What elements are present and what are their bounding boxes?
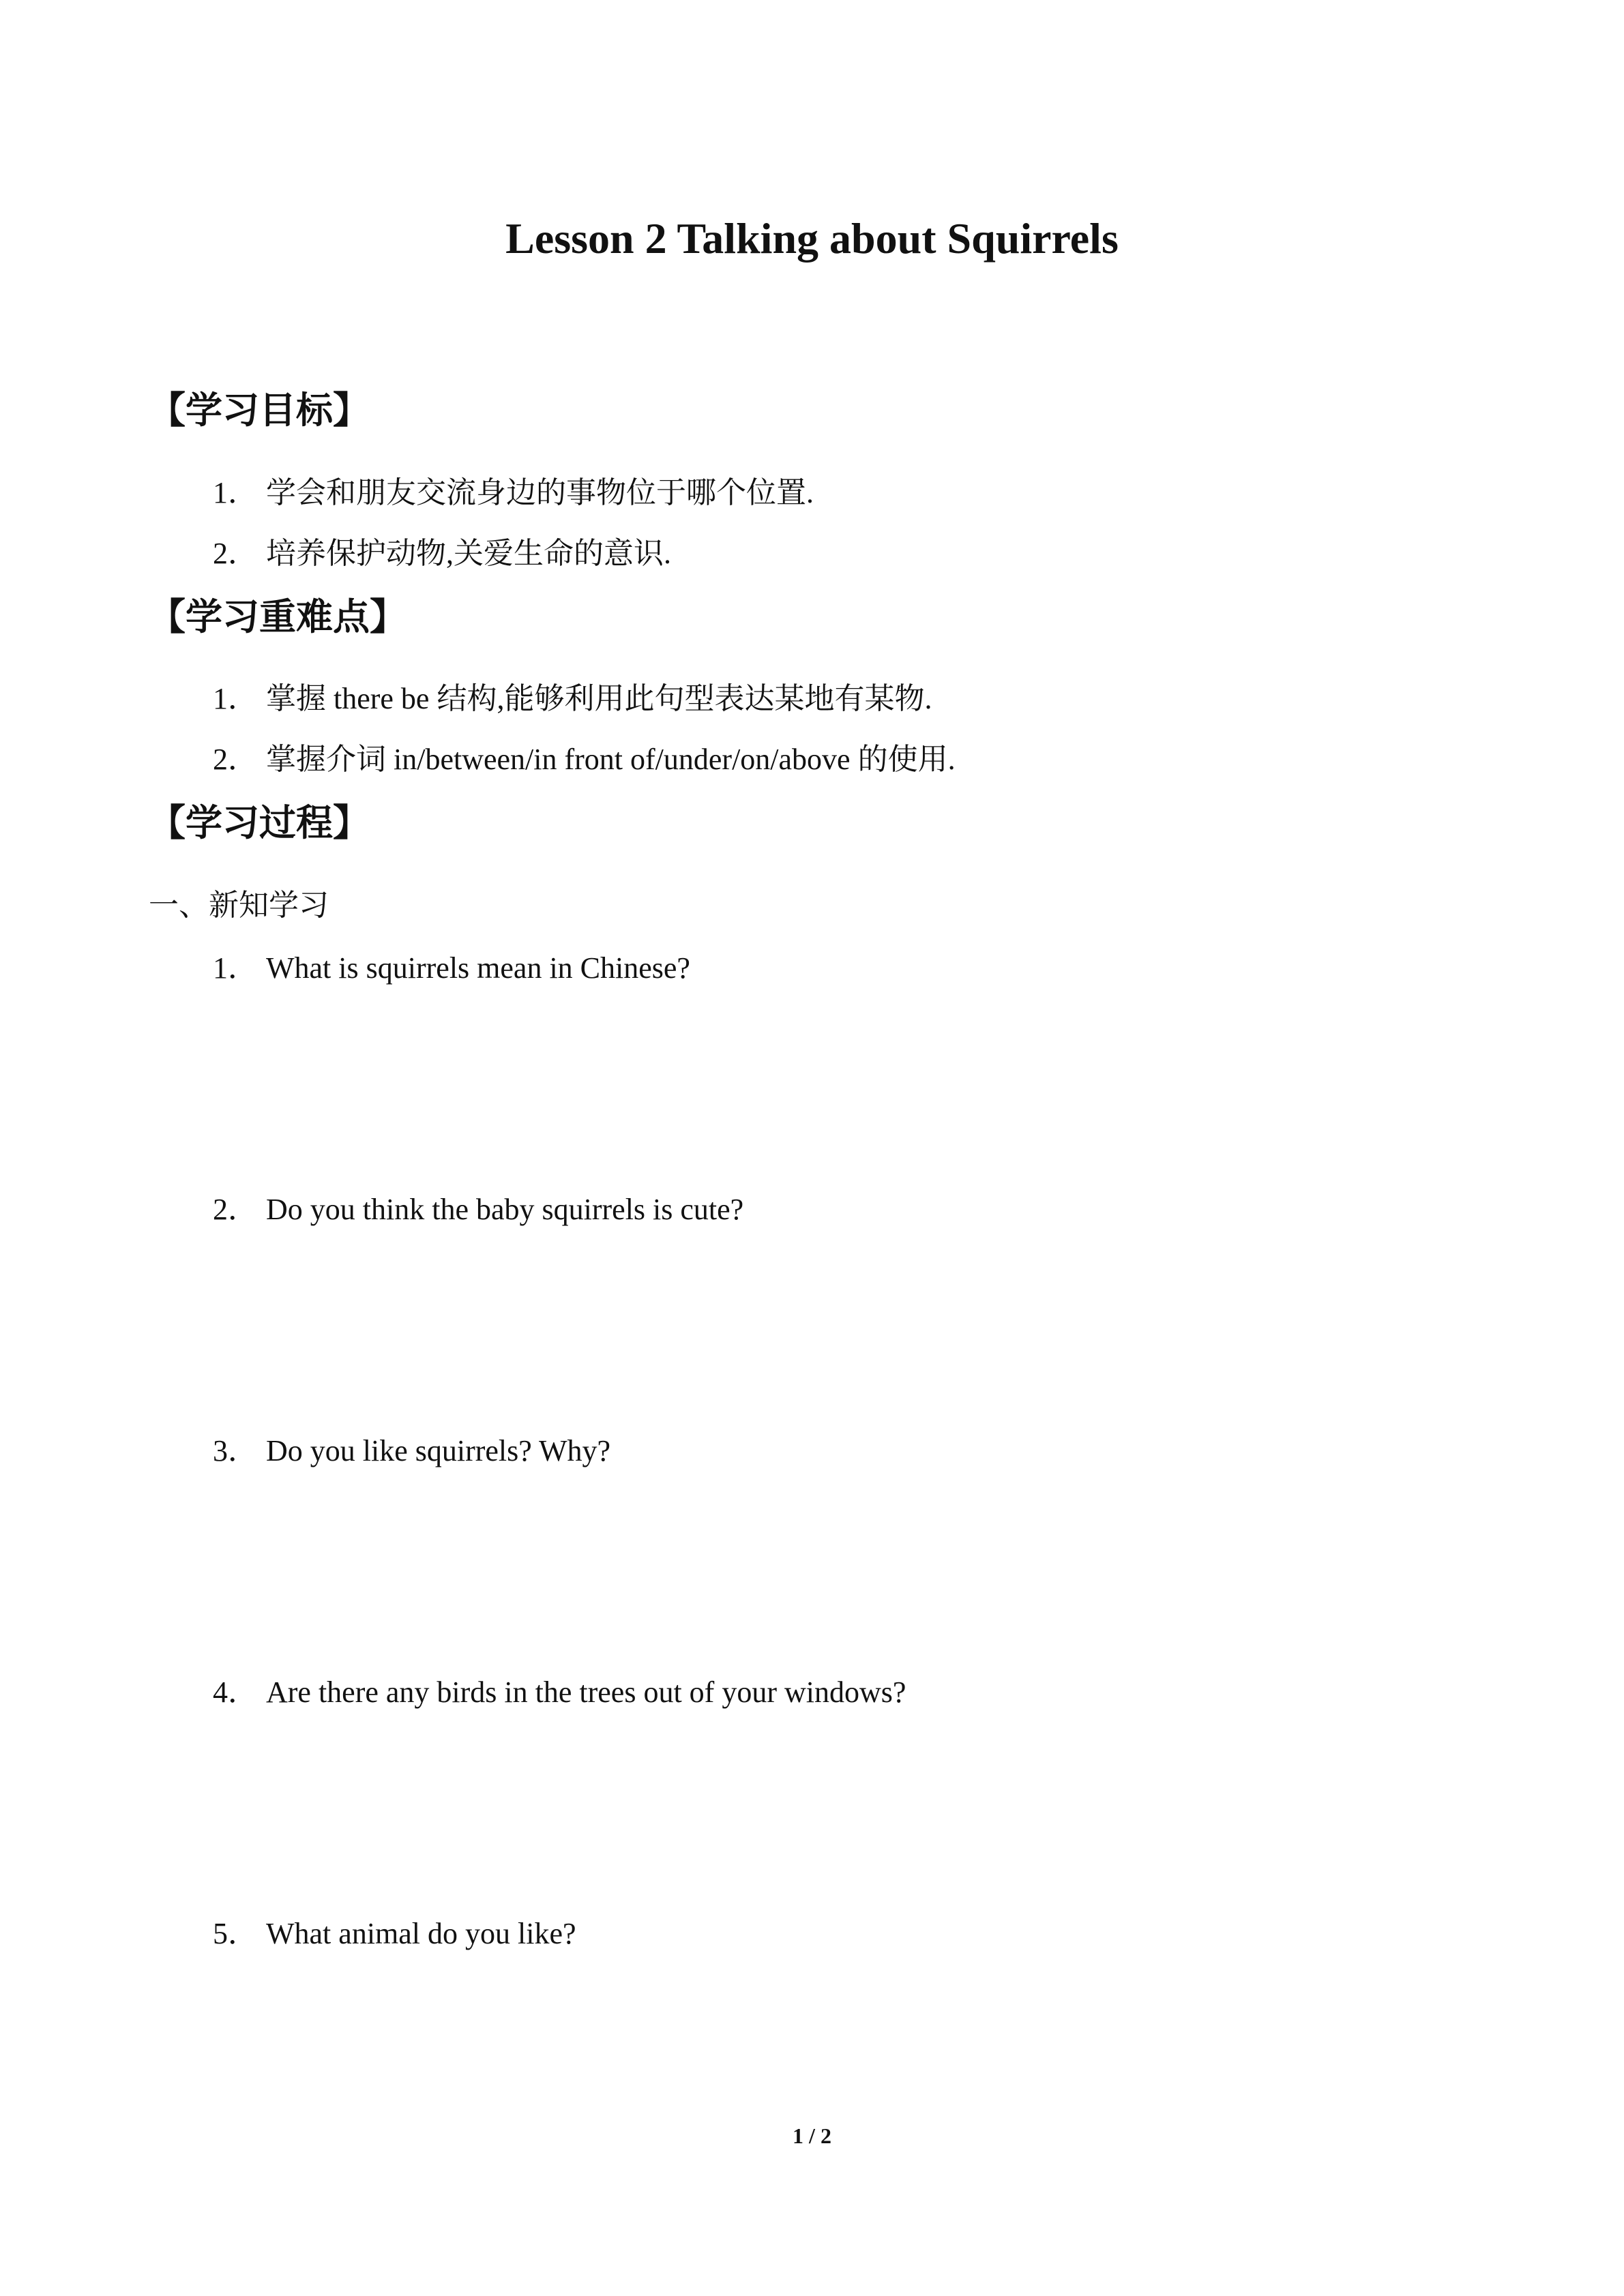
item-text: 学会和朋友交流身边的事物位于哪个位置. bbox=[266, 476, 814, 509]
item-number: 3． bbox=[213, 1434, 258, 1467]
process-subheading: 一、新知学习 bbox=[149, 889, 329, 922]
item-text: Do you like squirrels? Why? bbox=[266, 1434, 611, 1467]
item-text: What is squirrels mean in Chinese? bbox=[266, 951, 690, 985]
key-point-item bbox=[213, 739, 956, 780]
goal-item bbox=[213, 473, 814, 513]
question-item bbox=[213, 948, 690, 989]
question-item bbox=[213, 1189, 743, 1230]
item-number: 2． bbox=[213, 1193, 258, 1226]
document-title: Lesson 2 Talking about Squirrels bbox=[505, 214, 1119, 263]
section-heading-goals: 【学习目标】 bbox=[149, 389, 370, 432]
item-text: 掌握 there be 结构,能够利用此句型表达某地有某物. bbox=[266, 682, 932, 715]
section-heading-key-points: 【学习重难点】 bbox=[149, 595, 407, 638]
item-text: Do you think the baby squirrels is cute? bbox=[266, 1193, 744, 1226]
key-point-item bbox=[213, 679, 932, 719]
question-item bbox=[213, 1431, 610, 1472]
question-item bbox=[213, 1913, 576, 1954]
item-text: Are there any birds in the trees out of your windows? bbox=[266, 1675, 906, 1709]
item-number: 5． bbox=[213, 1917, 258, 1950]
item-text: 培养保护动物,关爱生命的意识. bbox=[266, 537, 671, 570]
section-heading-process: 【学习过程】 bbox=[149, 801, 370, 844]
item-text: 掌握介词 in/between/in front of/under/on/above 的使用. bbox=[266, 743, 956, 776]
question-item bbox=[213, 1672, 906, 1713]
item-number: 2． bbox=[213, 743, 258, 776]
item-number: 1． bbox=[213, 476, 258, 509]
item-text: What animal do you like? bbox=[266, 1917, 576, 1950]
goal-item bbox=[213, 533, 671, 574]
item-number: 1． bbox=[213, 682, 258, 715]
item-number: 2． bbox=[213, 537, 258, 570]
item-number: 1． bbox=[213, 951, 258, 985]
item-number: 4． bbox=[213, 1675, 258, 1709]
page-number: 1 / 2 bbox=[793, 2123, 831, 2148]
